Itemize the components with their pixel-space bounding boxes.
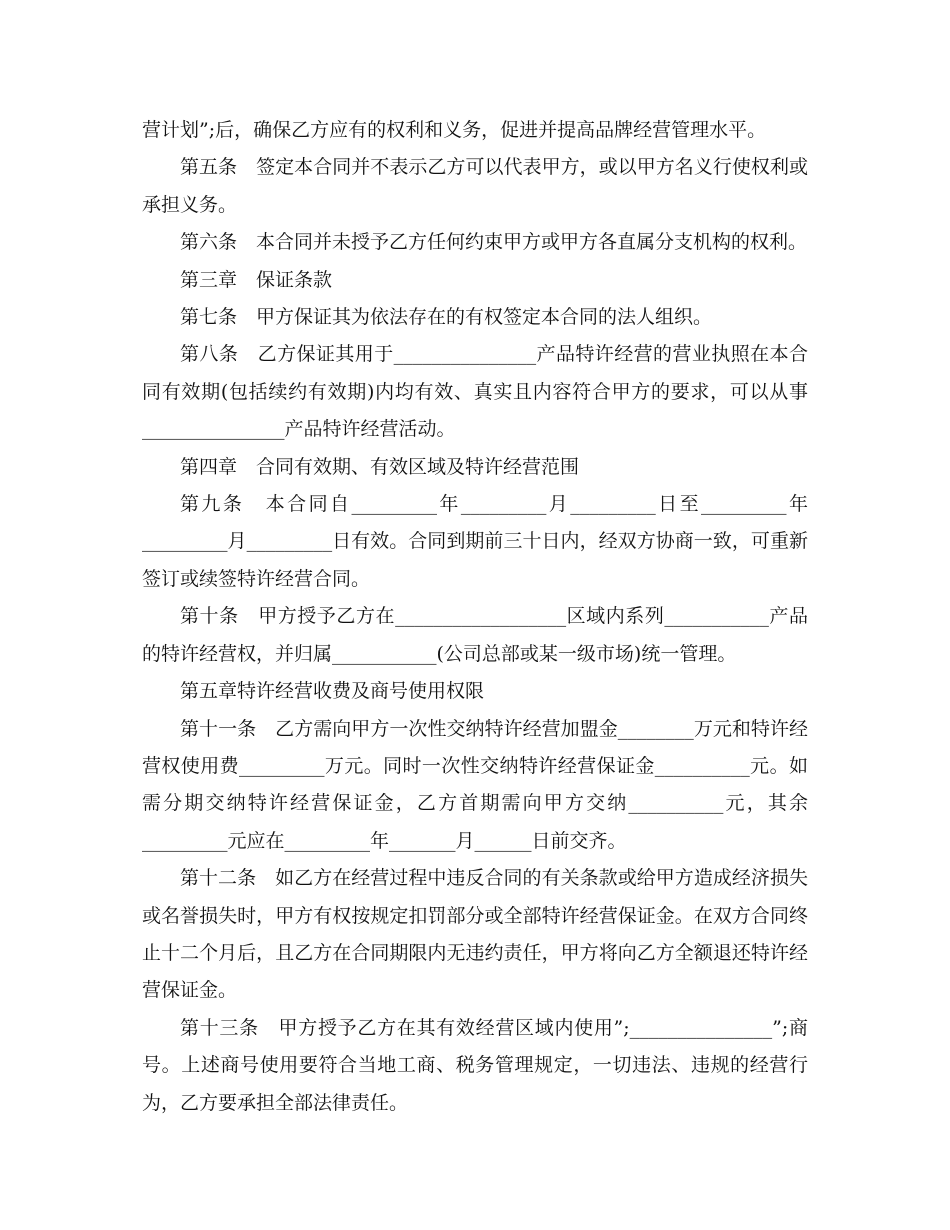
- paragraph-continuation: 营计划”;后，确保乙方应有的权利和义务，促进并提高品牌经营管理水平。: [142, 119, 767, 141]
- article-11: 第十一条 乙方需向甲方一次性交纳特许经营加盟金________万元和特许经营权使用费_________万元。同时一次性交纳特许经营保证金__________元。如需分期交纳特许经营保证金，乙方首期需向甲方交纳__________元，其余_________元应在_________年_______月______日前交齐。: [142, 717, 808, 852]
- article-9: 第九条 本合同自_________年_________月_________日至_________年_________月_________日有效。合同到期前三十日内，经双方协商一致，可重新签订或续签特许经营合同。: [142, 493, 808, 590]
- chapter-5-heading: 第五章特许经营收费及商号使用权限: [180, 680, 485, 703]
- article-10: 第十条 甲方授予乙方在__________________区域内系列___________产品的特许经营权，并归属___________(公司总部或某一级市场)统一管理。: [142, 605, 808, 665]
- document-page: [142, 112, 808, 1122]
- article-8: 第八条 乙方保证其用于_______________产品特许经营的营业执照在本合同有效期(包括续约有效期)内均有效、真实且内容符合甲方的要求，可以从事_______________产品特许经营活动。: [142, 343, 808, 441]
- article-5: 第五条 签定本合同并不表示乙方可以代表甲方，或以甲方名义行使权利或承担义务。: [142, 156, 808, 216]
- article-6: 第六条 本合同并未授予乙方任何约束甲方或甲方各直属分支机构的权利。: [180, 231, 808, 254]
- chapter-4-heading: 第四章 合同有效期、有效区域及特许经营范围: [180, 455, 580, 478]
- article-12: 第十二条 如乙方在经营过程中违反合同的有关条款或给甲方造成经济损失或名誉损失时，甲方有权按规定扣罚部分或全部特许经营保证金。在双方合同终止十二个月后，且乙方在合同期限内无违约责任，甲方将向乙方全额退还特许经营保证金。: [142, 867, 808, 1002]
- article-13: 第十三条 甲方授予乙方在其有效经营区域内使用”;_______________”;商号。上述商号使用要符合当地工商、税务管理规定，一切违法、违规的经营行为，乙方要承担全部法律责任。: [142, 1016, 808, 1114]
- article-7: 第七条 甲方保证其为依法存在的有权签定本合同的法人组织。: [180, 306, 713, 329]
- chapter-3-heading: 第三章 保证条款: [180, 268, 333, 291]
